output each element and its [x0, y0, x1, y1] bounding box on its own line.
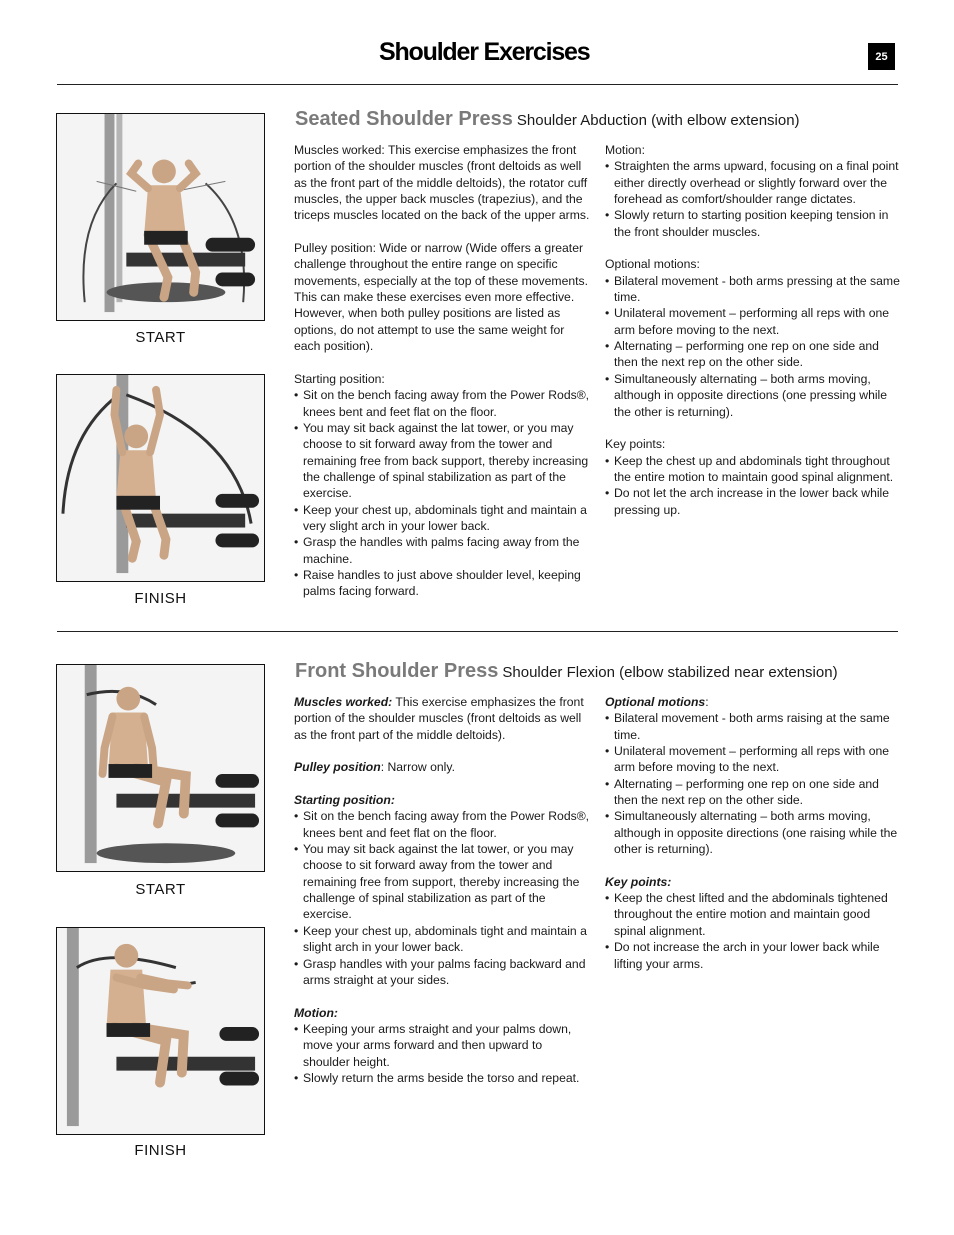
list-item: • Alternating – performing one rep on one side and then the next rep on the other side.	[605, 776, 905, 809]
seated-press-start-illustration	[57, 114, 264, 320]
section-divider	[57, 631, 898, 632]
front-press-starting-label: Starting position:	[294, 793, 395, 808]
front-press-optional-list	[605, 710, 905, 857]
seated-press-left-column	[294, 142, 592, 616]
seated-press-optional-label: Optional motions:	[605, 257, 700, 272]
seated-press-motion-list	[605, 158, 905, 240]
front-press-key-label: Key points:	[605, 874, 672, 889]
list-item: • Simultaneously alternating – both arms moving, although in opposite directions (one pressing while the other is returning).	[605, 371, 905, 420]
list-item: • Do not let the arch increase in the lower back while pressing up.	[605, 485, 905, 518]
list-item: • Bilateral movement - both arms pressing at the same time.	[605, 273, 905, 306]
front-press-finish-illustration	[57, 928, 264, 1134]
front-press-starting-list	[294, 808, 592, 988]
front-press-heading	[295, 660, 838, 683]
seated-press-muscles: Muscles worked: This exercise emphasizes the front portion of the shoulder muscles (front deltoids as well as the front part of the middle deltoids), the rotator cuff muscles, the upper back muscles (trapezius), and the triceps muscles located on the back of the upper arms.	[294, 143, 590, 223]
seated-press-pulley: Pulley position: Wide or narrow (Wide offers a greater challenge throughout the entire range on specific movements, especially at the top of these movements. This can make these exercises even more effective. However, when both pulley positions are listed as options, do not attempt to use the same weight for each position).	[294, 241, 588, 354]
list-item: • Sit on the bench facing away from the Power Rods®, knees bent and feet flat on the floor.	[294, 387, 592, 420]
front-press-motion-list	[294, 1021, 592, 1086]
list-item: • Keep the chest up and abdominals tight throughout the entire motion to maintain good spinal alignment.	[605, 453, 905, 486]
front-press-optional-label: Optional motions:	[605, 695, 709, 709]
list-item: • Grasp the handles with palms facing away from the machine.	[294, 534, 592, 567]
seated-press-finish-caption: FINISH	[134, 590, 187, 607]
seated-press-right-column	[605, 142, 905, 534]
seated-press-finish-illustration	[57, 375, 264, 581]
seated-press-key-list	[605, 453, 905, 518]
seated-press-optional-list	[605, 273, 905, 420]
page-title: Shoulder Exercises	[379, 38, 590, 66]
list-item: • Keep your chest up, abdominals tight and maintain a very slight arch in your lower back.	[294, 502, 592, 535]
seated-press-title: Seated Shoulder Press	[295, 108, 513, 130]
seated-press-start-caption: START	[135, 329, 186, 346]
list-item: • Simultaneously alternating – both arms moving, although in opposite directions (one raising while the other is returning).	[605, 808, 905, 857]
seated-press-subtitle: Shoulder Abduction (with elbow extension)	[516, 112, 800, 129]
front-press-motion-label: Motion:	[294, 1005, 338, 1020]
list-item: • You may sit back against the lat tower, or you may choose to sit forward away from the tower and remaining free from back support, thereby increasing the challenge of spinal stabilization as part of the exercise.	[294, 420, 592, 502]
seated-press-heading	[295, 108, 800, 131]
seated-press-starting-label: Starting position:	[294, 371, 385, 386]
seated-press-motion-label: Motion:	[605, 143, 645, 157]
list-item: • Keeping your arms straight and your palms down, move your arms forward and then upward to shoulder height.	[294, 1021, 592, 1070]
list-item: • Do not increase the arch in your lower back while lifting your arms.	[605, 939, 905, 972]
front-press-start-illustration	[57, 665, 264, 871]
list-item: • Sit on the bench facing away from the Power Rods®, knees bent and feet flat on the floor.	[294, 808, 592, 841]
seated-press-start-photo	[56, 113, 265, 321]
seated-press-key-label: Key points:	[605, 437, 666, 452]
front-press-finish-photo	[56, 927, 265, 1135]
header-divider	[57, 84, 898, 85]
list-item: • Keep the chest lifted and the abdominals tightened throughout the entire motion and maintain good spinal alignment.	[605, 890, 905, 939]
list-item: • Slowly return the arms beside the torso and repeat.	[294, 1070, 592, 1086]
front-press-key-list	[605, 890, 905, 972]
list-item: • Keep your chest up, abdominals tight and maintain a slight arch in your lower back.	[294, 923, 592, 956]
seated-press-starting-list	[294, 387, 592, 599]
seated-press-finish-photo	[56, 374, 265, 582]
front-press-muscles: Muscles worked: This exercise emphasizes the front portion of the shoulder muscles (front deltoids as well as the front part of the middle deltoids).	[294, 695, 584, 742]
list-item: • Slowly return to starting position keeping tension in the front shoulder muscles.	[605, 207, 905, 240]
front-press-right-column	[605, 694, 905, 988]
list-item: • You may sit back against the lat tower, or you may choose to sit forward away from the tower and remaining free from support, thereby increasing the challenge of spinal stabilization as part of the exercise.	[294, 841, 592, 923]
front-press-finish-caption: FINISH	[134, 1142, 187, 1159]
front-press-pulley: Pulley position: Narrow only.	[294, 760, 455, 775]
list-item: • Unilateral movement – performing all reps with one arm before moving to the next.	[605, 743, 905, 776]
page-number-badge: 25	[868, 43, 895, 70]
list-item: • Grasp handles with your palms facing backward and arms straight at your sides.	[294, 956, 592, 989]
front-press-subtitle: Shoulder Flexion (elbow stabilized near extension)	[502, 664, 838, 681]
list-item: • Bilateral movement - both arms raising at the same time.	[605, 710, 905, 743]
list-item: • Raise handles to just above shoulder level, keeping palms facing forward.	[294, 567, 592, 600]
list-item: • Straighten the arms upward, focusing on a final point either directly overhead or slightly forward over the forehead as comfort/shoulder range dictates.	[605, 158, 905, 207]
list-item: • Unilateral movement – performing all reps with one arm before moving to the next.	[605, 305, 905, 338]
front-press-left-column	[294, 694, 592, 1103]
list-item: • Alternating – performing one rep on one side and then the next rep on the other side.	[605, 338, 905, 371]
front-press-start-photo	[56, 664, 265, 872]
front-press-title: Front Shoulder Press	[295, 660, 499, 682]
front-press-start-caption: START	[135, 881, 186, 898]
